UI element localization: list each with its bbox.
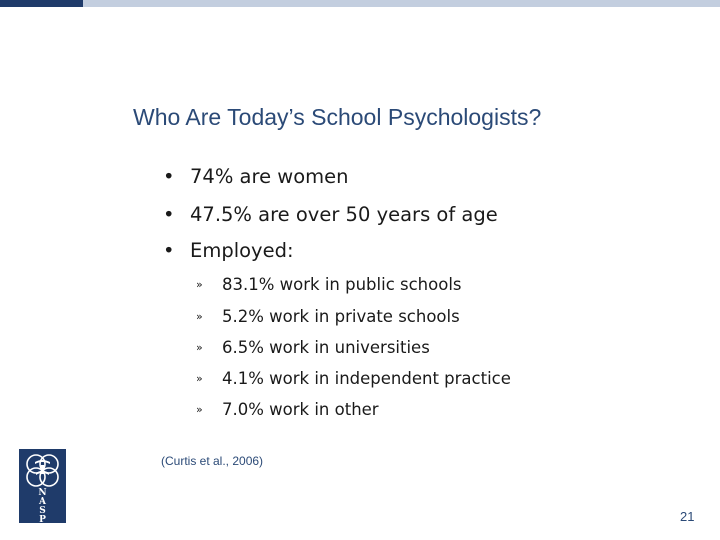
bullet-dot: • xyxy=(163,239,175,262)
top-bar-dark xyxy=(0,0,83,7)
sub-bullet-mark: » xyxy=(196,310,203,323)
sub-bullet-text: 4.1% work in independent practice xyxy=(222,369,511,388)
bullet-item xyxy=(163,203,498,226)
page-number: 21 xyxy=(680,509,695,524)
bullet-dot: • xyxy=(163,165,175,188)
sub-bullet-text: 5.2% work in private schools xyxy=(222,307,460,326)
slide-title: Who Are Today’s School Psychologists? xyxy=(133,104,542,130)
bullet-text: 74% are women xyxy=(190,165,349,188)
svg-text:A: A xyxy=(39,497,46,507)
nasp-logo-icon xyxy=(19,449,66,523)
sub-bullet-mark: » xyxy=(196,372,203,385)
bullet-item xyxy=(163,165,349,188)
bullet-item xyxy=(163,239,294,262)
bullet-text: Employed: xyxy=(190,239,294,262)
sub-bullet-item xyxy=(196,338,430,357)
bullet-text: 47.5% are over 50 years of age xyxy=(190,203,498,226)
sub-bullet-mark: » xyxy=(196,341,203,354)
sub-bullet-text: 83.1% work in public schools xyxy=(222,275,462,294)
svg-text:N: N xyxy=(38,488,47,498)
sub-bullet-item xyxy=(196,307,460,326)
svg-text:P: P xyxy=(39,515,46,523)
sub-bullet-mark: » xyxy=(196,403,203,416)
sub-bullet-item xyxy=(196,369,511,388)
sub-bullet-item xyxy=(196,275,462,294)
bullet-dot: • xyxy=(163,203,175,226)
svg-text:S: S xyxy=(39,506,46,516)
sub-bullet-text: 7.0% work in other xyxy=(222,400,379,419)
sub-bullet-text: 6.5% work in universities xyxy=(222,338,430,357)
citation: (Curtis et al., 2006) xyxy=(161,454,264,468)
top-bar-light xyxy=(83,0,720,7)
sub-bullet-mark: » xyxy=(196,278,203,291)
sub-bullet-item xyxy=(196,400,379,419)
